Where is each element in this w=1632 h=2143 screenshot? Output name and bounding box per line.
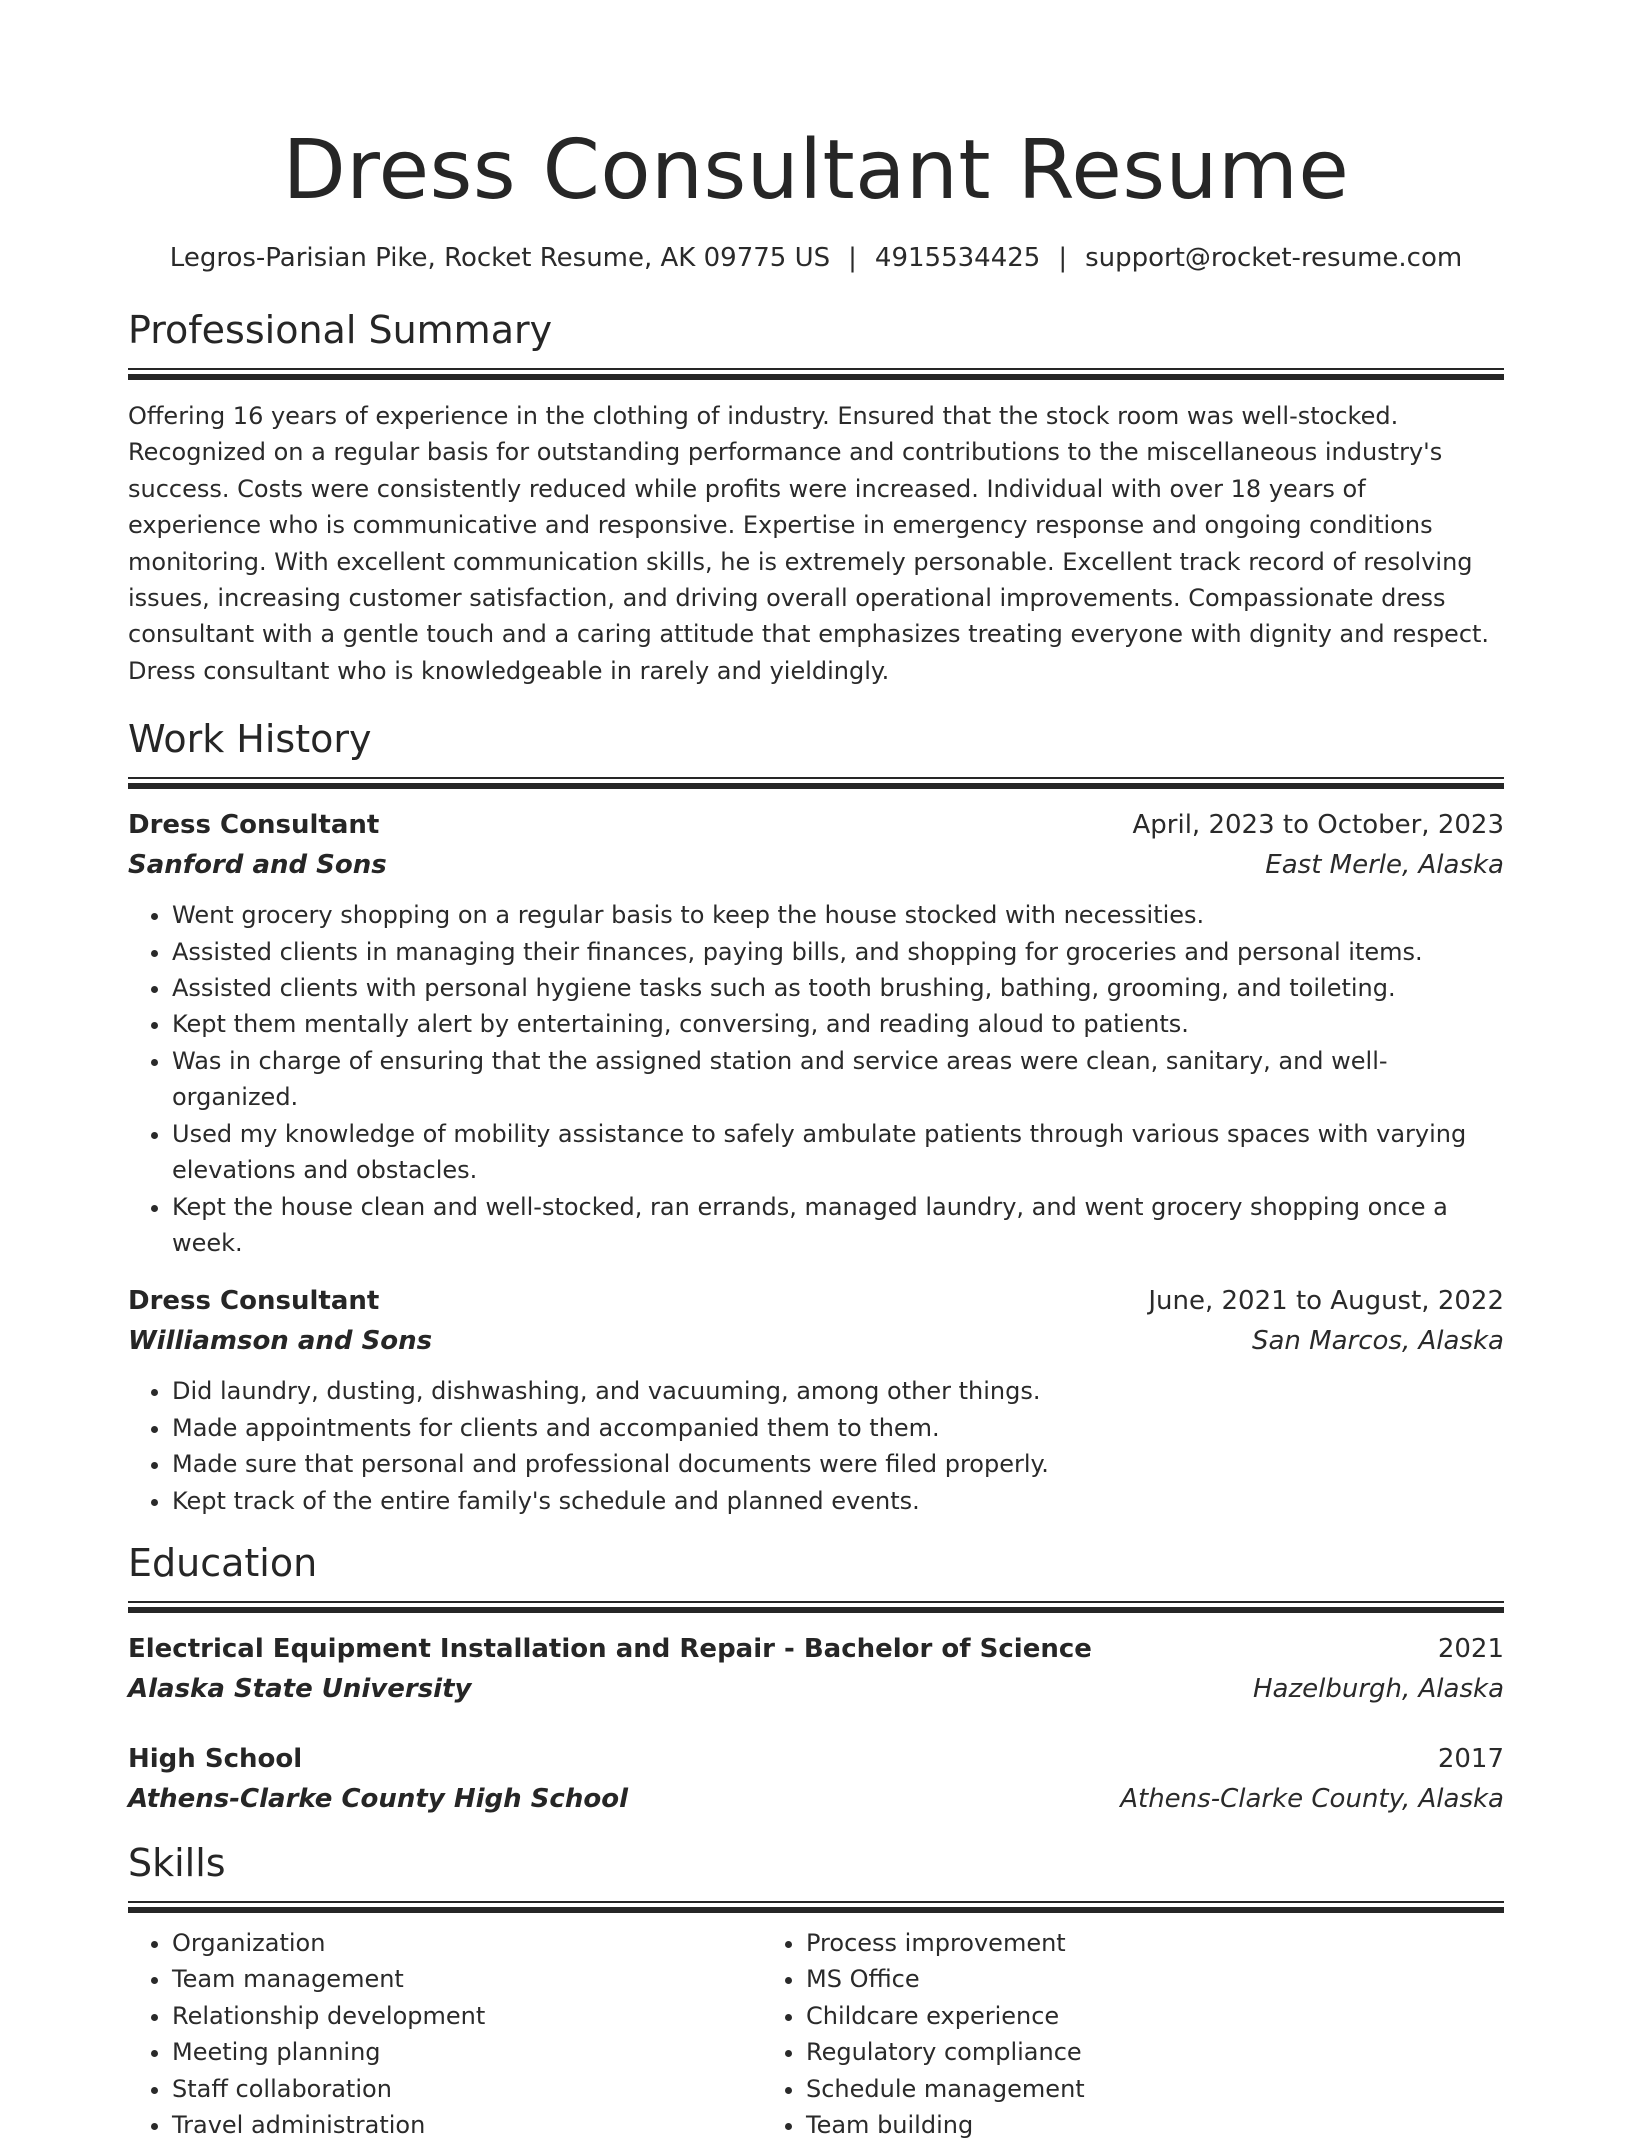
list-item: • Was in charge of ensuring that the assigned station and service areas were clean, sanitary, and well-organized.: [172, 1043, 1504, 1116]
job-title: Dress Consultant: [128, 810, 380, 841]
section-title-work-history: Work History: [128, 717, 372, 762]
skill-item: • Relationship development: [172, 1998, 762, 2034]
section-divider: [128, 1901, 1504, 1913]
list-item: • Made sure that personal and professional documents were filed properly.: [172, 1446, 1504, 1482]
skill-item: • Team building: [806, 2107, 1396, 2143]
skill-item: • Childcare experience: [806, 1998, 1396, 2034]
education-year: 2021: [1437, 1633, 1504, 1664]
list-item: • Used my knowledge of mobility assistance to safely ambulate patients through various spaces with varying elevations and obstacles.: [172, 1116, 1504, 1189]
list-item: • Kept track of the entire family's schedule and planned events.: [172, 1483, 1504, 1519]
education-degree: Electrical Equipment Installation and Repair - Bachelor of Science: [128, 1633, 1092, 1664]
skill-item: • Organization: [172, 1925, 762, 1961]
education-section: [128, 1539, 1504, 1819]
resume-title: Dress Consultant Resume: [282, 123, 1350, 218]
education-location: Hazelburgh, Alaska: [1252, 1673, 1504, 1704]
skills-section: [128, 1839, 1504, 2143]
work-history-section: [128, 715, 1504, 1519]
job-location: East Merle, Alaska: [1265, 850, 1504, 881]
list-item: • Went grocery shopping on a regular basis to keep the house stocked with necessities.: [172, 897, 1504, 933]
contact-separator: |: [848, 243, 857, 273]
job-bullets: [128, 1373, 1504, 1519]
skill-item: • Team management: [172, 1961, 762, 1997]
skill-item: • Travel administration: [172, 2107, 762, 2143]
section-title-summary: Professional Summary: [128, 308, 553, 352]
job-location: San Marcos, Alaska: [1252, 1326, 1504, 1357]
job-dates: April, 2023 to October, 2023: [1132, 810, 1504, 841]
job-entry: [128, 1281, 1504, 1519]
skill-item: • Process improvement: [806, 1925, 1396, 1961]
contact-phone: 4915534425: [874, 243, 1041, 273]
section-divider: [128, 777, 1504, 789]
skills-columns: [128, 1925, 1504, 2143]
skill-item: • MS Office: [806, 1961, 1396, 1997]
list-item: • Assisted clients in managing their finances, paying bills, and shopping for groceries and personal items.: [172, 934, 1504, 970]
education-degree: High School: [128, 1743, 303, 1774]
job-entry: [128, 805, 1504, 1261]
skills-list-left: [128, 1925, 762, 2143]
contact-email: support@rocket-resume.com: [1085, 243, 1463, 273]
resume-page: [128, 118, 1504, 2143]
list-item: • Did laundry, dusting, dishwashing, and vacuuming, among other things.: [172, 1373, 1504, 1409]
job-title: Dress Consultant: [128, 1286, 380, 1317]
job-bullets: [128, 897, 1504, 1261]
section-title-education: Education: [128, 1540, 318, 1585]
education-location: Athens-Clarke County, Alaska: [1120, 1783, 1504, 1814]
job-dates: June, 2021 to August, 2022: [1148, 1286, 1504, 1317]
skill-item: • Schedule management: [806, 2071, 1396, 2107]
education-school: Athens-Clarke County High School: [128, 1783, 628, 1814]
section-divider: [128, 1601, 1504, 1613]
section-divider: [128, 368, 1504, 380]
skill-item: • Regulatory compliance: [806, 2034, 1396, 2070]
job-company: Sanford and Sons: [128, 850, 387, 881]
skill-item: • Meeting planning: [172, 2034, 762, 2070]
contact-separator: |: [1058, 243, 1068, 273]
job-company: Williamson and Sons: [128, 1326, 433, 1357]
education-year: 2017: [1437, 1743, 1504, 1774]
education-entry: [128, 1629, 1504, 1709]
list-item: • Assisted clients with personal hygiene tasks such as tooth brushing, bathing, grooming, and toileting.: [172, 970, 1504, 1006]
education-school: Alaska State University: [128, 1673, 472, 1704]
education-entry: [128, 1739, 1504, 1819]
list-item: • Kept them mentally alert by entertaining, conversing, and reading aloud to patients.: [172, 1006, 1504, 1042]
contact-address: Legros-Parisian Pike, Rocket Resume, AK 09775 US: [169, 243, 831, 273]
section-title-skills: Skills: [128, 1840, 226, 1885]
list-item: • Kept the house clean and well-stocked, ran errands, managed laundry, and went grocery shopping once a week.: [172, 1189, 1504, 1262]
contact-line: [128, 240, 1504, 276]
list-item: • Made appointments for clients and accompanied them to them.: [172, 1410, 1504, 1446]
skill-item: • Staff collaboration: [172, 2071, 762, 2107]
summary-section: [128, 306, 1504, 689]
summary-text: Offering 16 years of experience in the clothing of industry. Ensured that the stock room was well-stocked. Recognized on a regular basis for outstanding performance and contributions to the miscellaneous industry's success. Costs were consistently reduced while profits were increased. Individual with over 18 years of experience who is communicative and responsive. Expertise in emergency response and ongoing conditions monitoring. With excellent communication skills, he is extremely personable. Excellent track record of resolving issues, increasing customer satisfaction, and driving overall operational improvements. Compassionate dress consultant with a gentle touch and a caring attitude that emphasizes treating everyone with dignity and respect. Dress consultant who is knowledgeable in rarely and yieldingly.: [128, 402, 1490, 685]
skills-list-right: [762, 1925, 1396, 2143]
